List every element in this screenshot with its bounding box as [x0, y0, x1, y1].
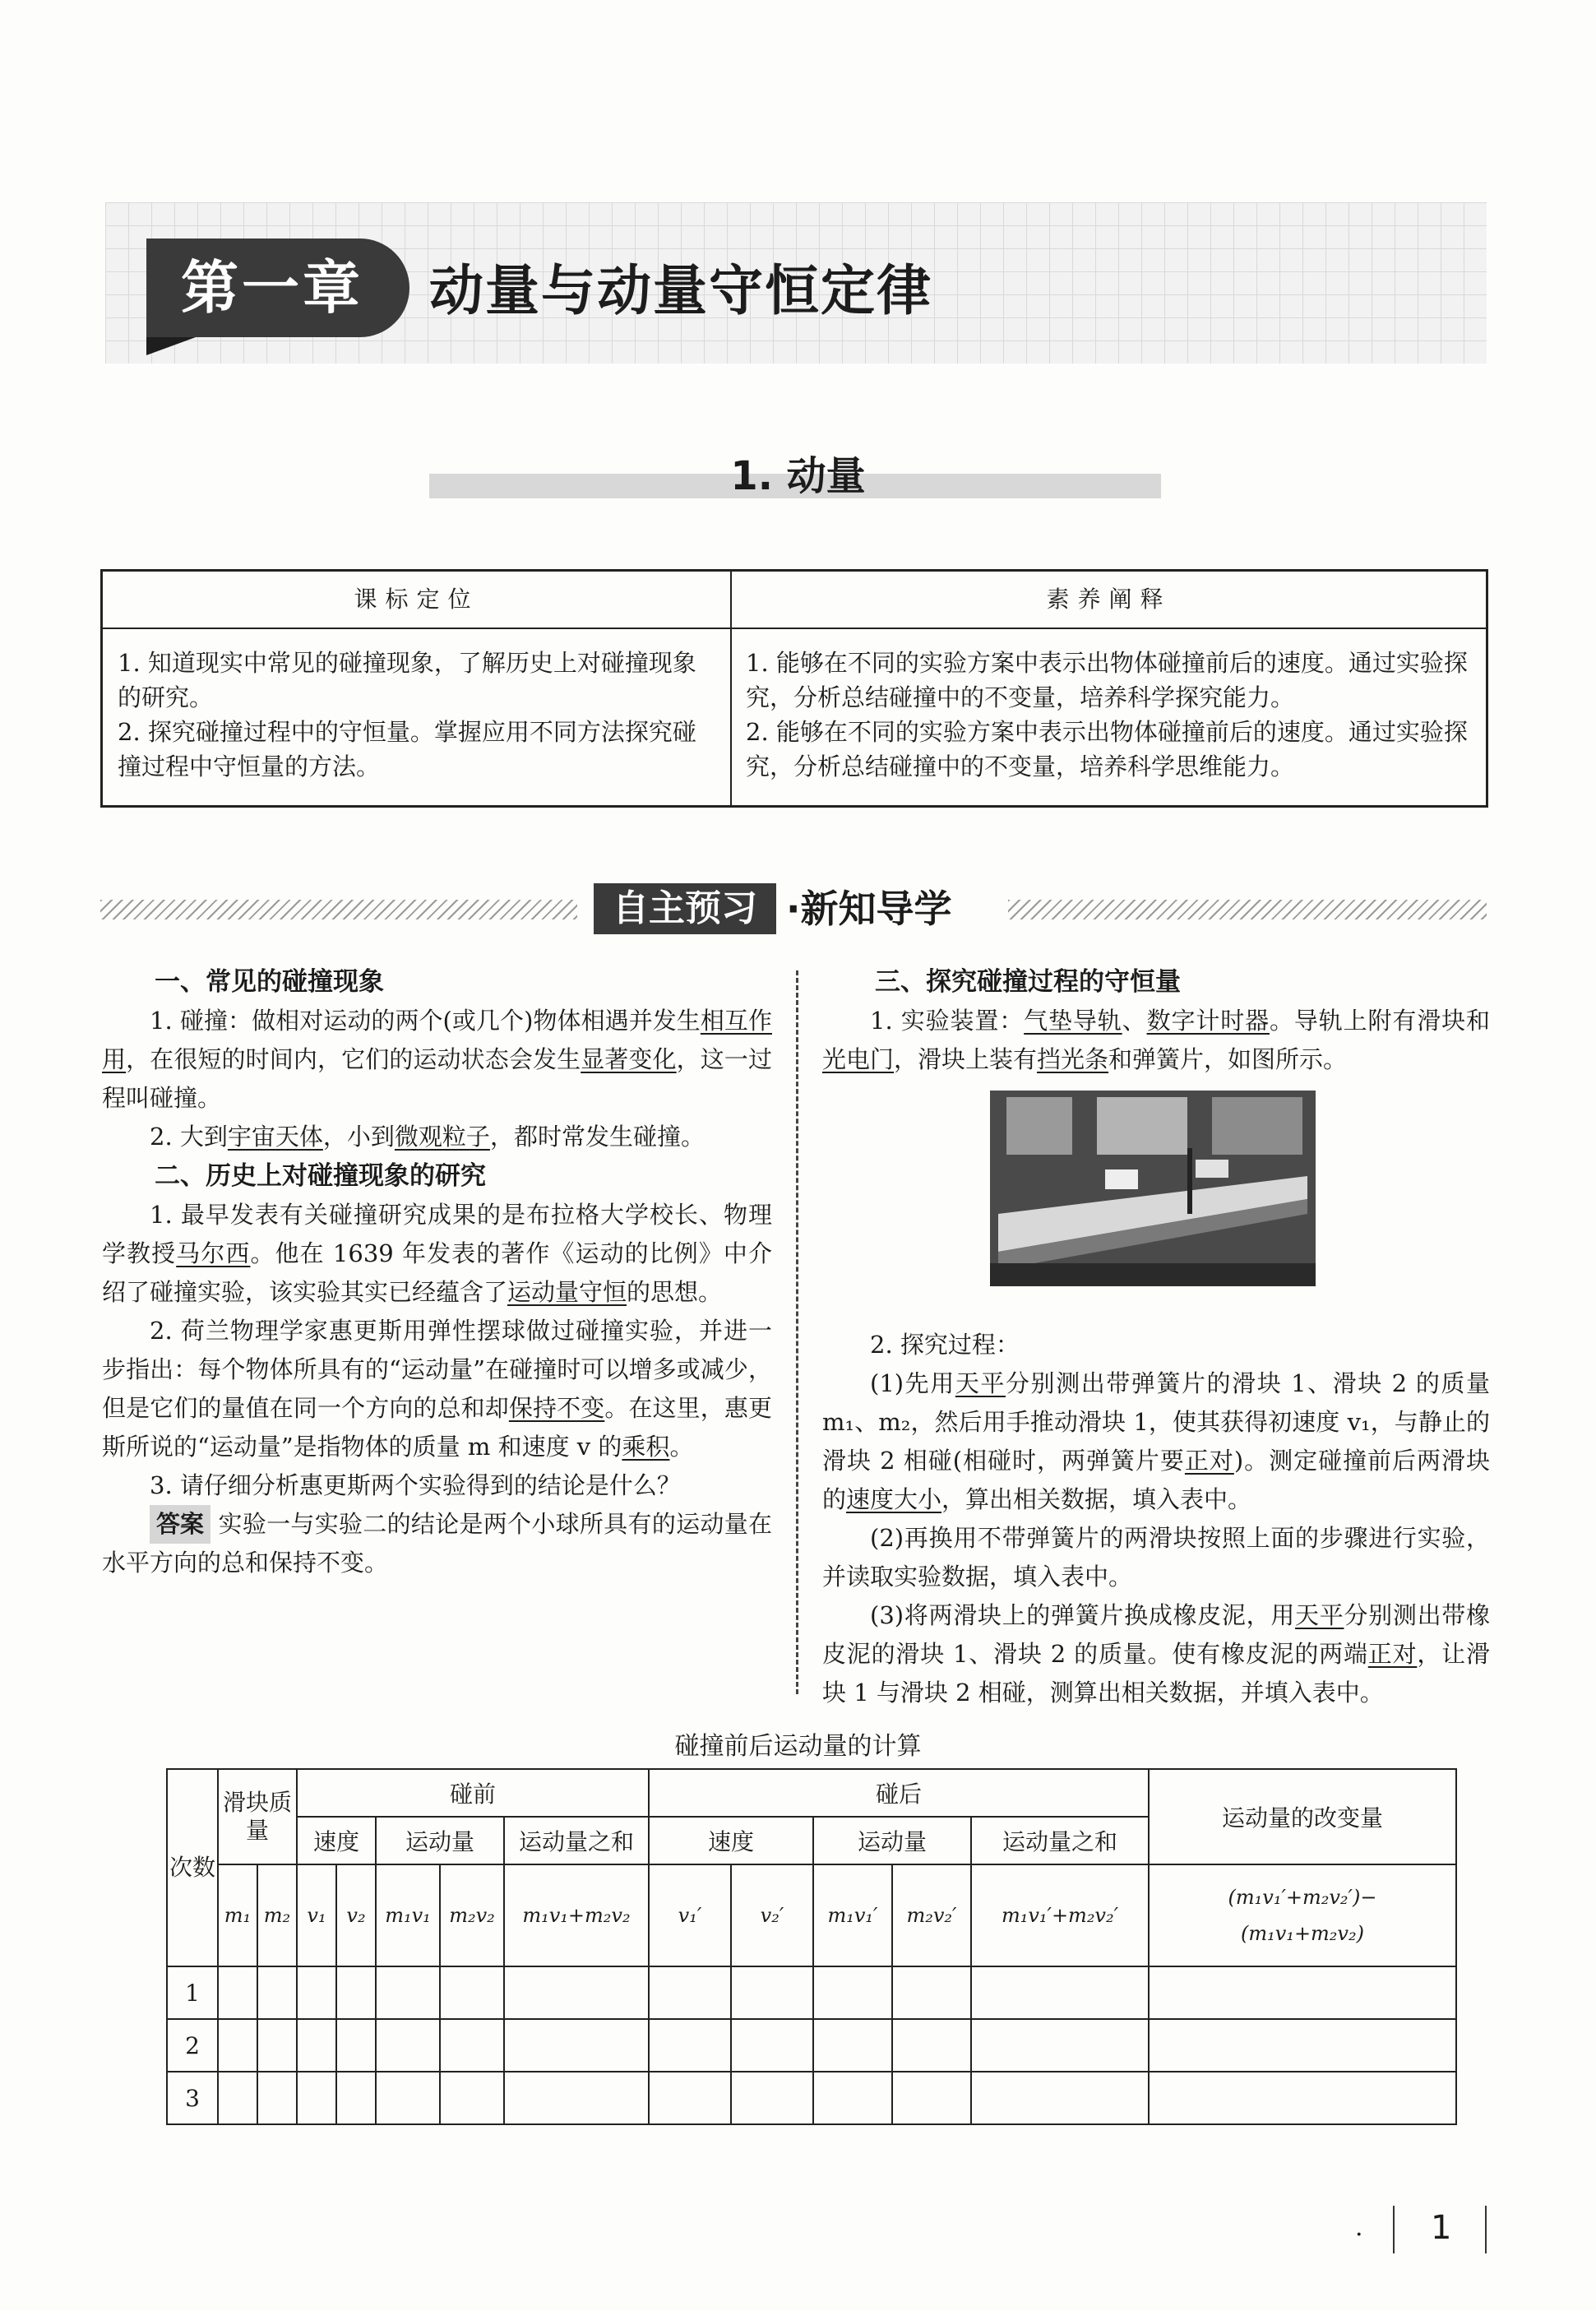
header-momentum-sum: 运动量之和 [504, 1817, 649, 1864]
heading-common-collisions: 一、常见的碰撞现象 [155, 967, 384, 997]
header-change: 运动量的改变量 [1149, 1769, 1456, 1864]
paragraph-apparatus: 1. 实验装置：气垫导轨、数字计时器。导轨上附有滑块和光电门，滑块上装有挡光条和弹簧片，如图所示。 [822, 1007, 1490, 1073]
table-row: 1 [167, 1966, 1456, 2019]
page-number: 1 [1431, 2209, 1452, 2247]
symbol-m1v1: m₁v₁ [376, 1864, 440, 1966]
standards-left-item: 1. 知道现实中常见的碰撞现象，了解历史上对碰撞现象的研究。 [118, 649, 696, 711]
header-mass: 滑块质量 [218, 1769, 297, 1864]
header-speed: 速度 [649, 1817, 813, 1864]
standards-right-item: 1. 能够在不同的实验方案中表示出物体碰撞前后的速度。通过实验探究，分析总结碰撞中的不变量，培养科学探究能力。 [746, 649, 1468, 711]
symbol-sum-before: m₁v₁+m₂v₂ [504, 1864, 649, 1966]
standards-left-item: 2. 探究碰撞过程中的守恒量。掌握应用不同方法探究碰撞过程中守恒量的方法。 [118, 718, 696, 780]
momentum-table [166, 1768, 1457, 2125]
preview-title: ·新知导学 [786, 887, 952, 931]
preview-badge: 自主预习 [594, 883, 776, 934]
header-count: 次数 [167, 1769, 218, 1966]
symbol-v1: v₁ [297, 1864, 336, 1966]
answer: 答案 实验一与实验二的结论是两个小球所具有的运动量在水平方向的总和保持不变。 [102, 1505, 772, 1582]
symbol-m2v2: m₂v₂ [440, 1864, 504, 1966]
hatch-decoration-right [1008, 900, 1487, 919]
symbol-v2: v₂ [336, 1864, 376, 1966]
table-row: 3 [167, 2072, 1456, 2124]
header-before: 碰前 [297, 1769, 649, 1817]
standards-right-header: 素养阐释 [732, 572, 1486, 629]
symbol-m2: m₂ [257, 1864, 297, 1966]
paragraph-collision-scale: 2. 大到宇宙天体，小到微观粒子，都时常发生碰撞。 [150, 1123, 705, 1151]
step-3: (3)将两滑块上的弹簧片换成橡皮泥，用天平分别测出带橡皮泥的滑块 1、滑块 2 的质量。使有橡皮泥的两端正对，让滑块 1 与滑块 2 相碰，测算出相关数据，并填入表中。 [822, 1601, 1490, 1707]
left-column [102, 962, 772, 1582]
step-1: (1)先用天平分别测出带弹簧片的滑块 1、滑块 2 的质量 m₁、m₂，然后用手推动滑块 1，使其获得初速度 v₁，与静止的滑块 2 相碰(相碰时，两弹簧片要正对)。测定碰撞前后两滑块的速度大小，算出相关数据，填入表中。 [822, 1369, 1490, 1513]
paragraph-collision-definition: 1. 碰撞：做相对运动的两个(或几个)物体相遇并发生相互作用，在很短的时间内，它们的运动状态会发生显著变化，这一过程叫碰撞。 [102, 1007, 772, 1112]
paragraph-process: 2. 探究过程： [870, 1331, 1020, 1359]
question: 3. 请仔细分析惠更斯两个实验得到的结论是什么？ [150, 1471, 681, 1499]
symbol-sum-after: m₁v₁′+m₂v₂′ [971, 1864, 1149, 1966]
symbol-v2-prime: v₂′ [731, 1864, 813, 1966]
table-caption: 碰撞前后运动量的计算 [674, 1732, 922, 1761]
paragraph-marci: 1. 最早发表有关碰撞研究成果的是布拉格大学校长、物理学教授马尔西。他在 1639 年发表的著作《运动的比例》中介绍了碰撞实验，该实验其实已经蕴含了运动量守恒的思想。 [102, 1201, 772, 1306]
header-after: 碰后 [649, 1769, 1149, 1817]
chapter-badge: 第一章 [146, 239, 409, 337]
page-number-rule-right [1485, 2206, 1487, 2253]
section-title: 1. 动量 [730, 453, 866, 499]
symbol-m1: m₁ [218, 1864, 257, 1966]
header-speed: 速度 [297, 1817, 376, 1864]
standards-right-item: 2. 能够在不同的实验方案中表示出物体碰撞前后的速度。通过实验探究，分析总结碰撞中的不变量，培养科学思维能力。 [746, 718, 1468, 780]
paragraph-huygens: 2. 荷兰物理学家惠更斯用弹性摆球做过碰撞实验，并进一步指出：每个物体所具有的“运动量”在碰撞时可以增多或减少，但是它们的量值在同一个方向的总和却保持不变。在这里，惠更斯所说的“运动量”是指物体的质量 m 和速度 v 的乘积。 [102, 1317, 772, 1461]
symbol-m2v2-prime: m₂v₂′ [892, 1864, 971, 1966]
table-row: 2 [167, 2019, 1456, 2072]
heading-history: 二、历史上对碰撞现象的研究 [155, 1161, 486, 1191]
answer-label: 答案 [150, 1505, 210, 1544]
header-momentum-sum: 运动量之和 [971, 1817, 1149, 1864]
chapter-title: 动量与动量守恒定律 [429, 259, 932, 322]
standards-left-header: 课标定位 [103, 572, 730, 629]
page-dot: · [1355, 2221, 1363, 2249]
symbol-m1v1-prime: m₁v₁′ [813, 1864, 892, 1966]
hatch-decoration-left [100, 900, 577, 919]
air-track-photo [990, 1091, 1316, 1286]
symbol-v1-prime: v₁′ [649, 1864, 731, 1966]
page-number-rule-left [1393, 2206, 1395, 2253]
right-column [822, 962, 1490, 1712]
header-momentum: 运动量 [376, 1817, 504, 1864]
standards-table [100, 569, 1488, 808]
step-2: (2)再换用不带弹簧片的两滑块按照上面的步骤进行实验，并读取实验数据，填入表中。 [822, 1524, 1490, 1591]
heading-explore-conservation: 三、探究碰撞过程的守恒量 [875, 967, 1181, 997]
header-momentum: 运动量 [813, 1817, 971, 1864]
column-divider [796, 970, 798, 1694]
chapter-badge-fold [146, 337, 196, 355]
symbol-change: (m₁v₁′+m₂v₂′)− (m₁v₁+m₂v₂) [1149, 1864, 1456, 1966]
